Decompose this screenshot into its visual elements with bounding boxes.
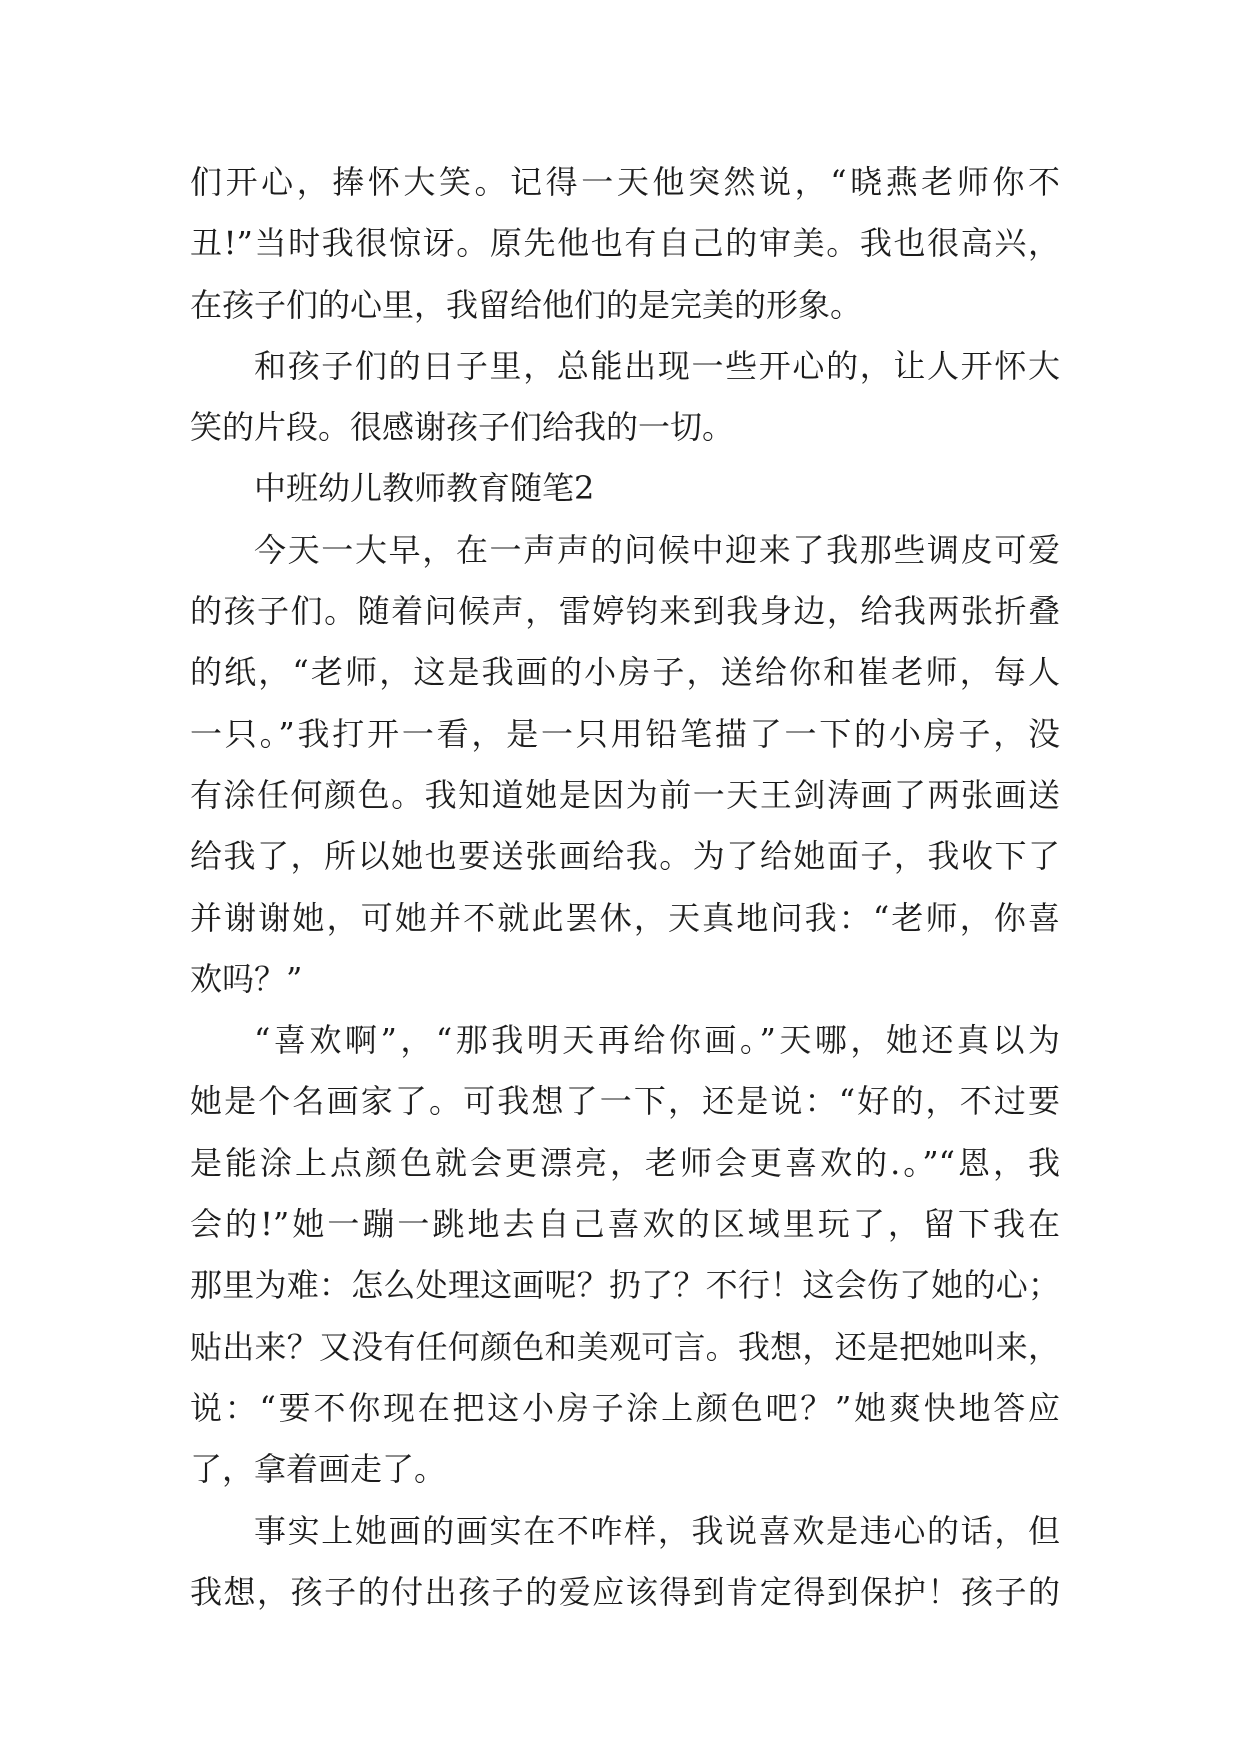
text-line: 那里为难：怎么处理这画呢？扔了？不行！这会伤了她的心； xyxy=(190,1266,1060,1305)
paragraph xyxy=(190,336,1060,459)
document-body xyxy=(190,152,1060,1623)
text-line: 欢吗？” xyxy=(190,959,303,998)
text-line: 事实上她画的画实在不咋样，我说喜欢是违心的话，但 xyxy=(254,1511,1060,1550)
text-line: 我想，孩子的付出孩子的爱应该得到肯定得到保护！孩子的 xyxy=(190,1572,1060,1611)
paragraph xyxy=(190,1501,1060,1624)
text-line: 和孩子们的日子里，总能出现一些开心的，让人开怀大 xyxy=(254,346,1060,385)
text-line: “喜欢啊”，“那我明天再给你画。”天哪，她还真以为 xyxy=(254,1021,1060,1060)
paragraph xyxy=(190,1010,1060,1500)
text-line: 说：“要不你现在把这小房子涂上颜色吧？”她爽快地答应 xyxy=(190,1388,1060,1427)
text-line: 笑的片段。很感谢孩子们给我的一切。 xyxy=(190,408,735,447)
text-line: 并谢谢她，可她并不就此罢休，天真地问我：“老师，你喜 xyxy=(190,898,1060,937)
text-line: 在孩子们的心里，我留给他们的是完美的形象。 xyxy=(190,285,863,324)
text-line: 是能涂上点颜色就会更漂亮，老师会更喜欢的.。”“恩，我 xyxy=(190,1143,1060,1182)
heading-text: 中班幼儿教师教育随笔2 xyxy=(254,469,595,508)
text-line: 的孩子们。随着问候声，雷婷钧来到我身边，给我两张折叠 xyxy=(190,592,1060,631)
text-line: 有涂任何颜色。我知道她是因为前一天王剑涛画了两张画送 xyxy=(190,775,1060,814)
text-line: 的纸，“老师，这是我画的小房子，送给你和崔老师，每人 xyxy=(190,653,1060,692)
text-line: 丑!”当时我很惊讶。原先他也有自己的审美。我也很高兴， xyxy=(190,224,1060,263)
section-heading xyxy=(190,458,1060,519)
paragraph xyxy=(190,152,1060,336)
text-line: 给我了，所以她也要送张画给我。为了给她面子，我收下了 xyxy=(190,837,1060,876)
text-line: 会的!”她一蹦一跳地去自己喜欢的区域里玩了，留下我在 xyxy=(190,1205,1060,1244)
text-line: 贴出来？又没有任何颜色和美观可言。我想，还是把她叫来， xyxy=(190,1327,1060,1366)
text-line: 今天一大早，在一声声的问候中迎来了我那些调皮可爱 xyxy=(254,530,1060,569)
text-line: 一只。”我打开一看，是一只用铅笔描了一下的小房子，没 xyxy=(190,714,1060,753)
text-line: 们开心，捧怀大笑。记得一天他突然说，“晓燕老师你不 xyxy=(190,163,1060,201)
text-line: 了，拿着画走了。 xyxy=(190,1450,447,1489)
paragraph xyxy=(190,520,1060,1010)
text-line: 她是个名画家了。可我想了一下，还是说：“好的，不过要 xyxy=(190,1082,1060,1121)
